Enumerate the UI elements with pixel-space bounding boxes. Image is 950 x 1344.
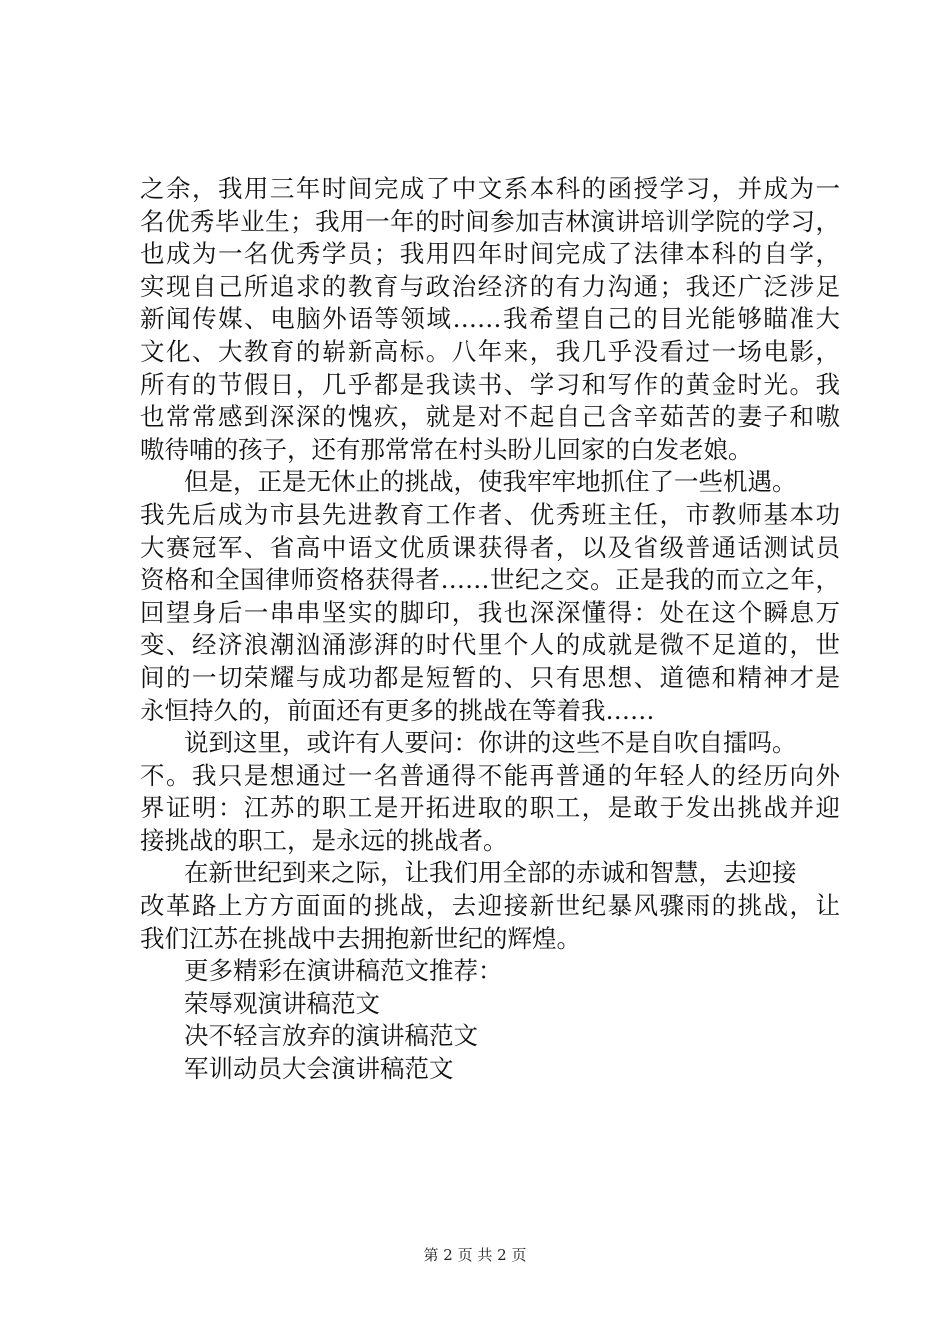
text-line: 在新世纪到来之际，让我们用全部的赤诚和智慧，去迎接 — [184, 858, 797, 888]
text-line: 大赛冠军、省高中语文优质课获得者，以及省级普通话测试员 — [140, 532, 840, 562]
text-line: 变、经济浪潮汹涌澎湃的时代里个人的成就是微不足道的，世 — [140, 630, 840, 660]
text-line: 也成为一名优秀学员；我用四年时间完成了法律本科的自学， — [140, 239, 840, 269]
recommendation-link[interactable]: 军训动员大会演讲稿范文 — [184, 1054, 454, 1084]
text-line: 间的一切荣耀与成功都是短暂的、只有思想、道德和精神才是 — [140, 662, 840, 692]
recommendation-heading: 更多精彩在演讲稿范文推荐： — [184, 956, 503, 986]
text-line: 说到这里，或许有人要问：你讲的这些不是自吹自擂吗。 — [184, 728, 797, 758]
text-line: 永恒持久的，前面还有更多的挑战在等着我…… — [140, 695, 655, 725]
text-line: 不。我只是想通过一名普通得不能再普通的年轻人的经历向外 — [140, 760, 840, 790]
recommendation-link[interactable]: 荣辱观演讲稿范文 — [184, 988, 380, 1018]
text-line: 实现自己所追求的教育与政治经济的有力沟通；我还广泛涉足 — [140, 271, 840, 301]
text-line: 但是，正是无休止的挑战，使我牢牢地抓住了一些机遇。 — [184, 467, 797, 497]
text-line: 改革路上方方面面的挑战，去迎接新世纪暴风骤雨的挑战，让 — [140, 891, 840, 921]
recommendation-link[interactable]: 决不轻言放弃的演讲稿范文 — [184, 1021, 478, 1051]
text-line: 也常常感到深深的愧疚，就是对不起自己含辛茹苦的妻子和嗷 — [140, 402, 840, 432]
page-footer — [0, 1244, 950, 1266]
text-line: 之余，我用三年时间完成了中文系本科的函授学习，并成为一 — [140, 174, 840, 203]
text-line: 嗷待哺的孩子，还有那常常在村头盼儿回家的白发老娘。 — [140, 434, 753, 464]
text-line: 新闻传媒、电脑外语等领域……我希望自己的目光能够瞄准大 — [140, 304, 840, 334]
text-line: 资格和全国律师资格获得者……世纪之交。正是我的而立之年， — [140, 565, 840, 595]
text-line: 接挑战的职工，是永远的挑战者。 — [140, 825, 508, 855]
text-line: 我们江苏在挑战中去拥抱新世纪的辉煌。 — [140, 923, 581, 953]
text-line: 所有的节假日，几乎都是我读书、学习和写作的黄金时光。我 — [140, 369, 840, 399]
body-text — [140, 173, 840, 1086]
text-line: 我先后成为市县先进教育工作者、优秀班主任，市教师基本功 — [140, 499, 840, 529]
text-line: 文化、大教育的崭新高标。八年来，我几乎没看过一场电影， — [140, 336, 840, 366]
text-line: 名优秀毕业生；我用一年的时间参加吉林演讲培训学院的学习， — [140, 206, 840, 236]
page-number: 第 2 页 共 2 页 — [423, 1246, 527, 1264]
text-line: 界证明：江苏的职工是开拓进取的职工，是敢于发出挑战并迎 — [140, 793, 840, 823]
text-line: 回望身后一串串坚实的脚印，我也深深懂得：处在这个瞬息万 — [140, 597, 840, 627]
